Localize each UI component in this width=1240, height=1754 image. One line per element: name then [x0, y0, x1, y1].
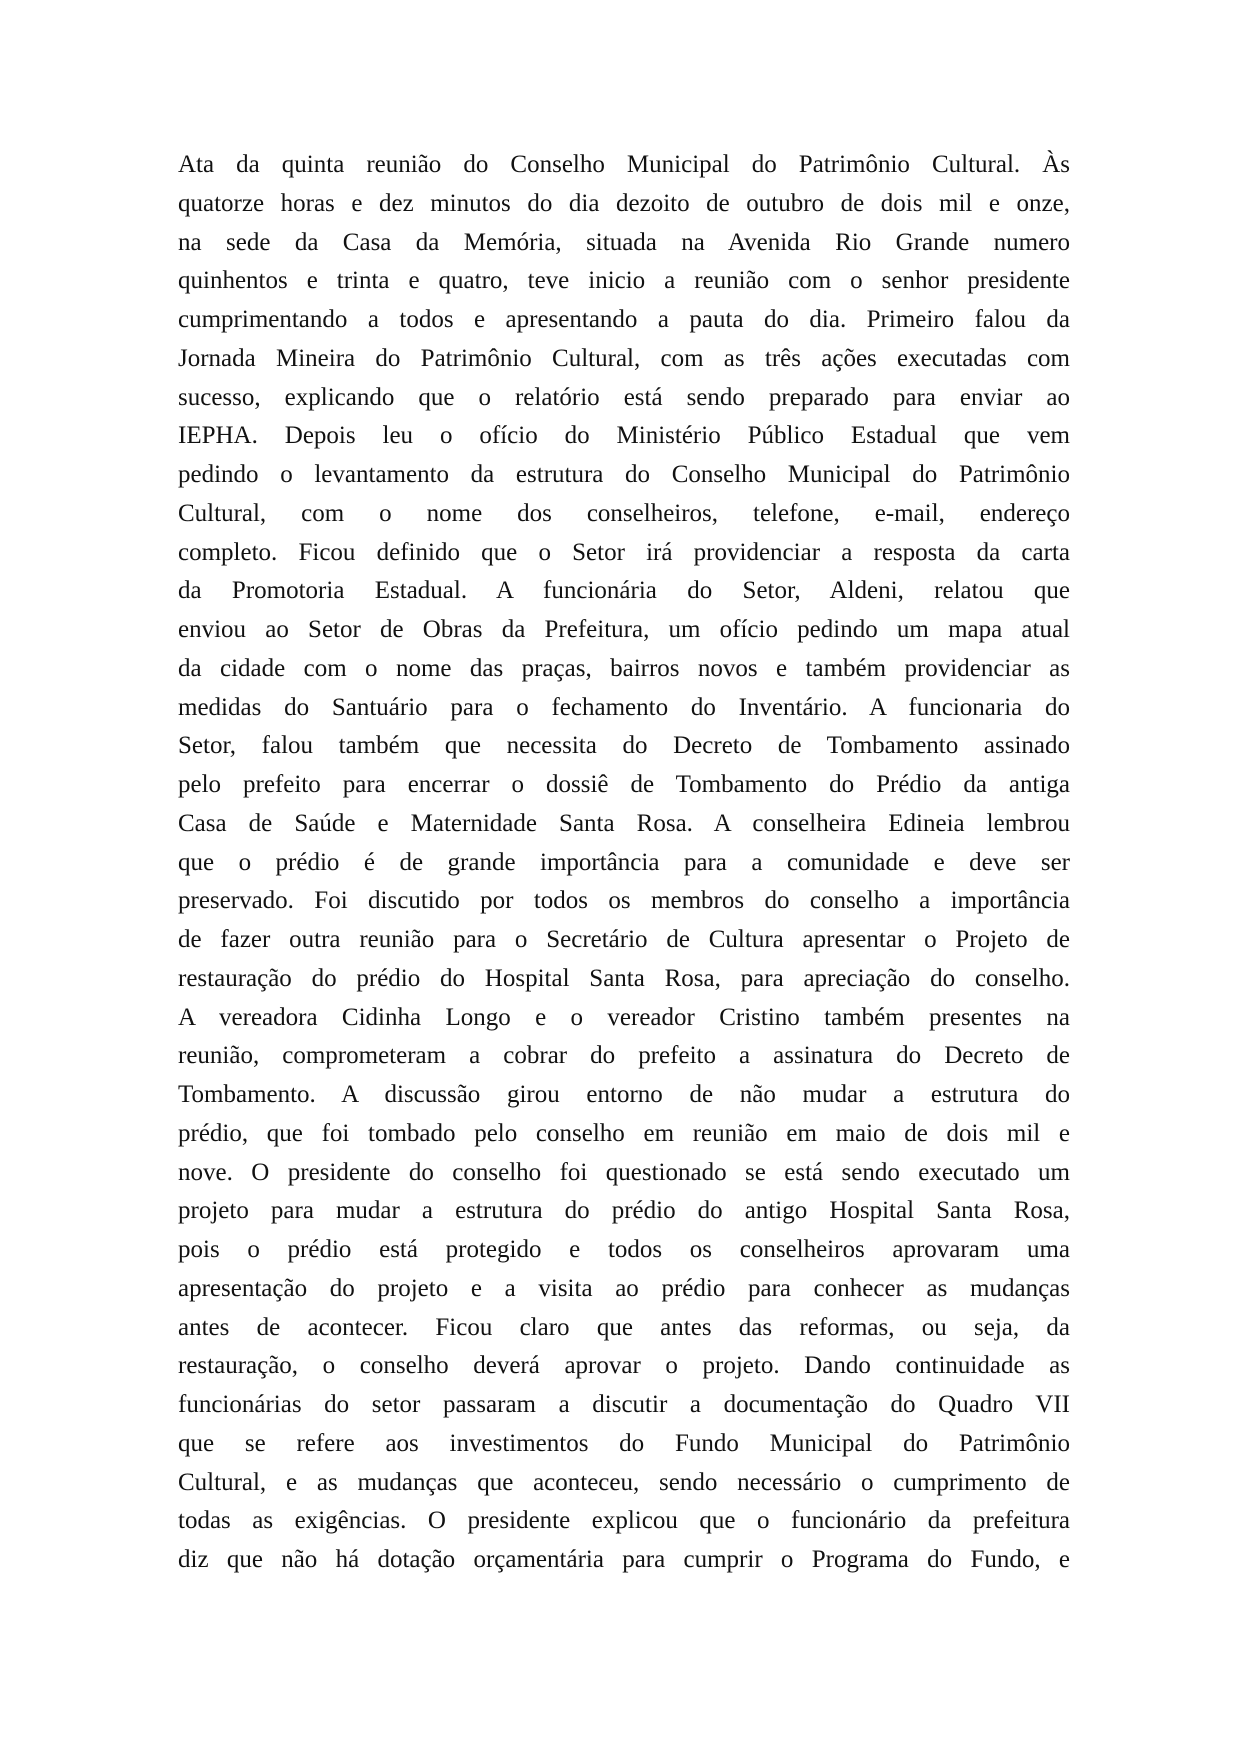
text-line: da cidade com o nome das praças, bairros novos e também providenciar as [178, 654, 1070, 682]
text-line: restauração do prédio do Hospital Santa Rosa, para apreciação do conselho. [178, 964, 1070, 992]
text-line: que se refere aos investimentos do Fundo Municipal do Patrimônio [178, 1429, 1070, 1457]
text-line: completo. Ficou definido que o Setor irá providenciar a resposta da carta [178, 538, 1070, 566]
text-line: enviou ao Setor de Obras da Prefeitura, um ofício pedindo um mapa atual [178, 616, 1070, 643]
text-line: funcionárias do setor passaram a discutir a documentação do Quadro VII [178, 1391, 1070, 1418]
text-line: IEPHA. Depois leu o ofício do Ministério Público Estadual que vem [178, 422, 1070, 450]
text-line: A vereadora Cidinha Longo e o vereador Cristino também presentes na [178, 1003, 1070, 1031]
text-line: apresentação do projeto e a visita ao prédio para conhecer as mudanças [178, 1274, 1070, 1302]
text-line: da Promotoria Estadual. A funcionária do Setor, Aldeni, relatou que [178, 577, 1070, 605]
text-line: medidas do Santuário para o fechamento do Inventário. A funcionaria do [178, 693, 1070, 721]
text-line: todas as exigências. O presidente explicou que o funcionário da prefeitura [178, 1507, 1070, 1535]
text-line: cumprimentando a todos e apresentando a pauta do dia. Primeiro falou da [178, 306, 1070, 333]
text-line: Setor, falou também que necessita do Decreto de Tombamento assinado [178, 732, 1070, 760]
meeting-minutes-text [178, 146, 1070, 1580]
text-line: Cultural, e as mudanças que aconteceu, sendo necessário o cumprimento de [178, 1468, 1070, 1496]
text-line: Casa de Saúde e Maternidade Santa Rosa. A conselheira Edineia lembrou [178, 809, 1070, 837]
text-line: que o prédio é de grande importância para a comunidade e deve ser [178, 848, 1070, 876]
text-line: Tombamento. A discussão girou entorno de não mudar a estrutura do [178, 1081, 1070, 1108]
text-line: de fazer outra reunião para o Secretário de Cultura apresentar o Projeto de [178, 926, 1070, 953]
text-line: pois o prédio está protegido e todos os conselheiros aprovaram uma [178, 1236, 1070, 1263]
text-line: sucesso, explicando que o relatório está sendo preparado para enviar ao [178, 383, 1070, 411]
text-line: prédio, que foi tombado pelo conselho em reunião em maio de dois mil e [178, 1119, 1070, 1147]
text-line: pedindo o levantamento da estrutura do Conselho Municipal do Patrimônio [178, 461, 1070, 488]
text-line: restauração, o conselho deverá aprovar o projeto. Dando continuidade as [178, 1352, 1070, 1380]
text-line: preservado. Foi discutido por todos os membros do conselho a importância [178, 887, 1070, 915]
text-line: nove. O presidente do conselho foi questionado se está sendo executado um [178, 1158, 1070, 1186]
text-line: projeto para mudar a estrutura do prédio do antigo Hospital Santa Rosa, [178, 1197, 1070, 1225]
text-line: diz que não há dotação orçamentária para cumprir o Programa do Fundo, e [178, 1546, 1070, 1573]
text-line: quatorze horas e dez minutos do dia dezoito de outubro de dois mil e onze, [178, 189, 1070, 217]
text-line: pelo prefeito para encerrar o dossiê de Tombamento do Prédio da antiga [178, 771, 1070, 798]
text-line: antes de acontecer. Ficou claro que antes das reformas, ou seja, da [178, 1313, 1070, 1341]
text-line: quinhentos e trinta e quatro, teve inicio a reunião com o senhor presidente [178, 267, 1070, 295]
text-line: Ata da quinta reunião do Conselho Municipal do Patrimônio Cultural. Às [178, 151, 1070, 178]
text-line: Jornada Mineira do Patrimônio Cultural, com as três ações executadas com [178, 344, 1070, 372]
text-line: Cultural, com o nome dos conselheiros, telefone, e-mail, endereço [178, 499, 1070, 527]
text-line: reunião, comprometeram a cobrar do prefeito a assinatura do Decreto de [178, 1042, 1070, 1070]
text-line: na sede da Casa da Memória, situada na Avenida Rio Grande numero [178, 228, 1070, 256]
